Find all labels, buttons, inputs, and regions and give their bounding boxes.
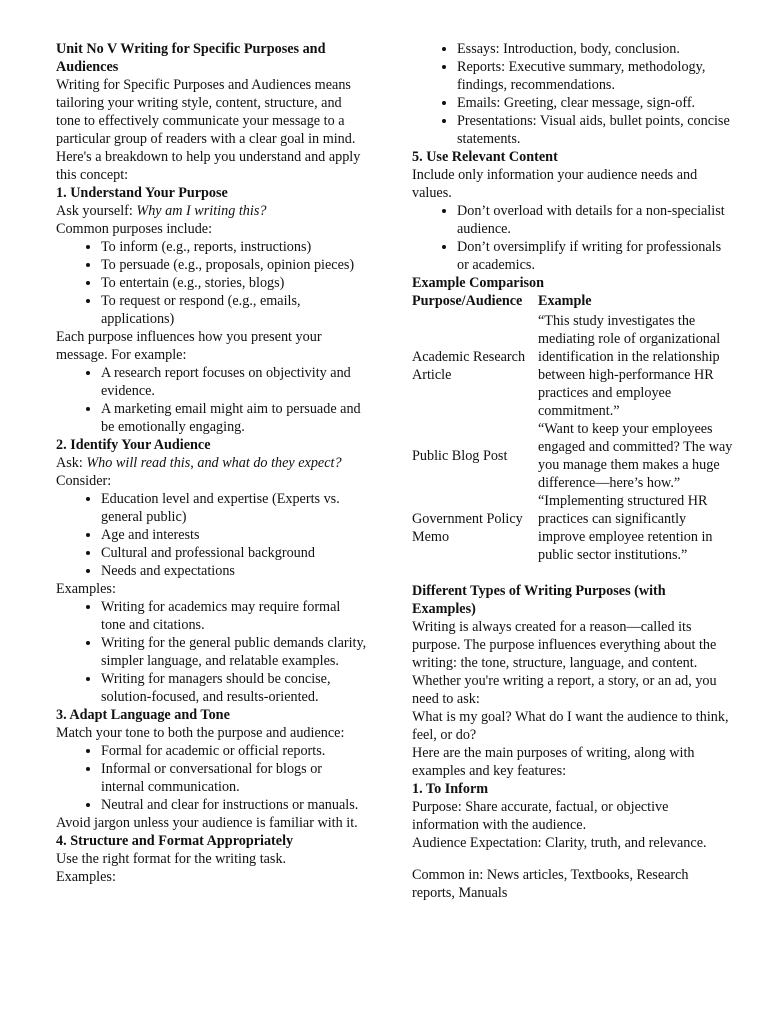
format-list [412,40,732,148]
list-item: • Presentations: Visual aids, bullet points, concise statements. [457,112,732,148]
section-4-intro: Use the right format for the writing task. [56,851,287,867]
comparison-heading: Example Comparison [412,275,545,291]
example-cell: “Implementing structured HR practices can significantly improve employee retention in public sector institutions.” [538,493,713,563]
section-5-heading: 5. Use Relevant Content [412,149,558,165]
list-item: • Cultural and professional background [101,544,368,562]
list-item: • Essays: Introduction, body, conclusion. [457,40,732,58]
section-1-heading: 1. Understand Your Purpose [56,185,228,201]
inform-purpose: Purpose: Share accurate, factual, or objective information with the audience. [412,799,669,833]
audience-cell: Government Policy Memo [412,511,523,545]
audience-examples-list [56,598,368,706]
list-item: • Formal for academic or official reports. [101,742,368,760]
relevant-content-list [412,202,732,274]
table-row [412,492,734,564]
types-questions: What is my goal? What do I want the audience to think, feel, or do? [412,709,729,743]
list-item: • Age and interests [101,526,368,544]
section-3-heading: 3. Adapt Language and Tone [56,707,230,723]
column-header-example: Example [538,293,592,309]
list-item: • Informal or conversational for blogs or internal communication. [101,760,368,796]
types-heading: Different Types of Writing Purposes (with Examples) [412,583,666,617]
tone-list [56,742,368,814]
section-5-intro: Include only information your audience needs and values. [412,167,698,201]
comparison-table [412,292,734,564]
list-item: • Writing for academics may require formal tone and citations. [101,598,368,634]
spacer [412,852,732,866]
types-intro: Writing is always created for a reason—called its purpose. The purpose influences everything about the writing: the tone, structure, language, and content. Whether you're writing a report, a story, or an ad, you need to ask: [412,619,717,707]
intro-paragraph: Writing for Specific Purposes and Audiences means tailoring your writing style, content, structure, and tone to effectively communicate your message to a particular group of readers with a clear goal in mind. Here's a breakdown to help you understand and apply this concept: [56,77,361,183]
examples-label: Examples: [56,869,116,885]
list-item: • Writing for the general public demands clarity, simpler language, and relatable examples. [101,634,368,670]
section-3-intro: Match your tone to both the purpose and audience: [56,725,345,741]
inform-common: Common in: News articles, Textbooks, Research reports, Manuals [412,867,689,901]
examples-label: Examples: [56,581,116,597]
section-1-ask [56,202,368,220]
spacer [412,564,732,582]
jargon-note: Avoid jargon unless your audience is familiar with it. [56,815,358,831]
list-item: • Writing for managers should be concise, solution-focused, and results-oriented. [101,670,368,706]
list-item: • Neutral and clear for instructions or manuals. [101,796,368,814]
list-item: • Don’t oversimplify if writing for professionals or academics. [457,238,732,274]
purposes-list [56,238,368,328]
ask-prefix: Ask: [56,455,87,471]
ask-prefix: Ask yourself: [56,203,137,219]
example-cell: “This study investigates the mediating role of organizational identification in the relationship between high-performance HR practices and employee commitment.” [538,313,721,419]
example-cell: “Want to keep your employees engaged and committed? The way you manage them makes a huge difference—here’s how.” [538,421,733,491]
inform-expectation: Audience Expectation: Clarity, truth, and relevance. [412,835,707,851]
list-item: • To request or respond (e.g., emails, applications) [101,292,368,328]
purpose-examples-list [56,364,368,436]
list-item: • Emails: Greeting, clear message, sign-off. [457,94,732,112]
common-purposes-label: Common purposes include: [56,221,213,237]
list-item: • Education level and expertise (Experts vs. general public) [101,490,368,526]
list-item: • Needs and expectations [101,562,368,580]
list-item: • To inform (e.g., reports, instructions) [101,238,368,256]
list-item: • Reports: Executive summary, methodology, findings, recommendations. [457,58,732,94]
ask-question: Who will read this, and what do they expect? [86,455,342,471]
column-header-audience: Purpose/Audience [412,293,523,309]
list-item: • A research report focuses on objectivity and evidence. [101,364,368,400]
list-item: • A marketing email might aim to persuade and be emotionally engaging. [101,400,368,436]
ask-question: Why am I writing this? [136,203,267,219]
list-item: • To entertain (e.g., stories, blogs) [101,274,368,292]
table-header-row [412,292,734,312]
document-title: Unit No V Writing for Specific Purposes and Audiences [56,41,326,75]
consider-label: Consider: [56,473,112,489]
list-item: • Don’t overload with details for a non-specialist audience. [457,202,732,238]
left-column [56,40,368,886]
section-2-heading: 2. Identify Your Audience [56,437,211,453]
inform-heading: 1. To Inform [412,781,489,797]
types-main-text: Here are the main purposes of writing, along with examples and key features: [412,745,695,779]
audience-factors-list [56,490,368,580]
purpose-influence-text: Each purpose influences how you present your message. For example: [56,329,322,363]
list-item: • To persuade (e.g., proposals, opinion pieces) [101,256,368,274]
audience-cell: Public Blog Post [412,448,508,464]
audience-cell: Academic Research Article [412,349,526,383]
right-column [412,40,732,902]
table-row [412,312,734,420]
section-2-ask [56,454,368,472]
section-4-heading: 4. Structure and Format Appropriately [56,833,294,849]
table-row [412,420,734,492]
